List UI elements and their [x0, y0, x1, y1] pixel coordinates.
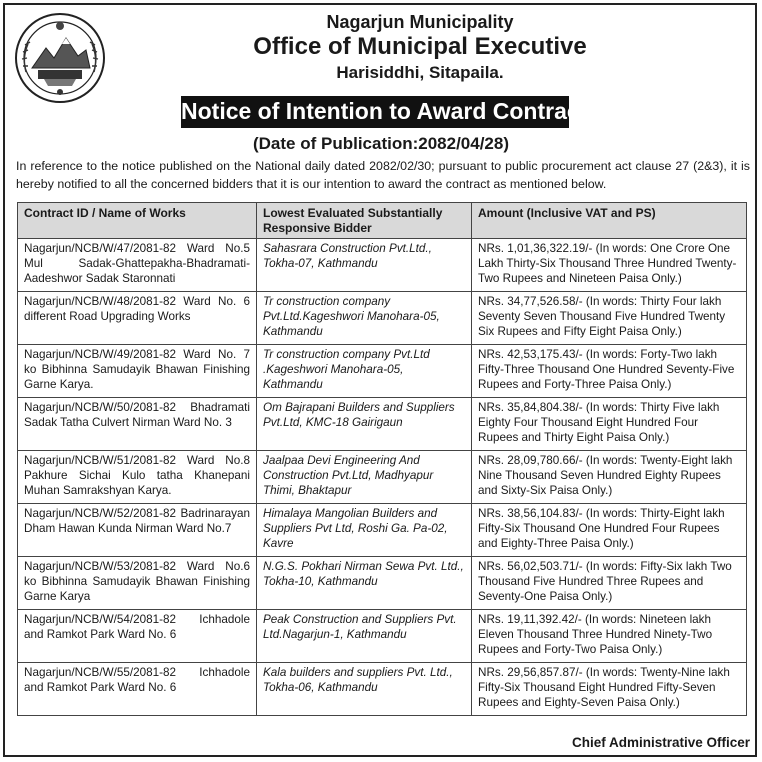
- amount-cell: NRs. 34,77,526.58/- (In words: Thirty Four lakh Seventy Seven Thousand Five Hundred Twenty Six Rupees and Fifty Eight Paisa Only.): [472, 292, 747, 345]
- table-row: [18, 451, 747, 504]
- signatory-title: Chief Administrative Officer: [571, 735, 750, 750]
- column-header-bidder: Lowest Evaluated Substantially Responsive Bidder: [257, 203, 472, 239]
- table-row: [18, 398, 747, 451]
- bidder-cell: Tr construction company Pvt.Ltd.Kageshwori Manohara-05, Kathmandu: [257, 292, 472, 345]
- amount-cell: NRs. 28,09,780.66/- (In words: Twenty-Eight lakh Nine Thousand Seven Hundred Eighty Rupees and Sixty-Six Paisa Only.): [472, 451, 747, 504]
- contract-cell: Nagarjun/NCB/W/51/2081-82 Ward No.8 Pakhure Sichai Kulo tatha Khanepani Muhan Samrakshyan Karya.: [18, 451, 257, 504]
- table-row: [18, 610, 747, 663]
- bidder-cell: Tr construction company Pvt.Ltd .Kageshwori Manohara-05, Kathmandu: [257, 345, 472, 398]
- award-table: [17, 202, 747, 716]
- bidder-cell: Sahasrara Construction Pvt.Ltd., Tokha-07, Kathmandu: [257, 239, 472, 292]
- contract-cell: Nagarjun/NCB/W/52/2081-82 Badrinarayan Dham Hawan Kunda Nirman Ward No.7: [18, 504, 257, 557]
- amount-cell: NRs. 42,53,175.43/- (In words: Forty-Two lakh Fifty-Three Thousand One Hundred Seventy-Five Rupees and Forty-Three Paisa Only.): [472, 345, 747, 398]
- contract-cell: Nagarjun/NCB/W/49/2081-82 Ward No. 7 ko Bibhinna Samudayik Bhawan Finishing Garne Karya.: [18, 345, 257, 398]
- office-address: Harisiddhi, Sitapaila.: [336, 63, 504, 82]
- amount-cell: NRs. 1,01,36,322.19/- (In words: One Crore One Lakh Thirty-Six Thousand Three Hundred Twenty-Two Rupees and Nineteen Paisa Only.): [472, 239, 747, 292]
- amount-cell: NRs. 56,02,503.71/- (In words: Fifty-Six lakh Two Thousand Five Hundred Three Rupees and Seventy-One Paisa Only.): [472, 557, 747, 610]
- column-header-amount: Amount (Inclusive VAT and PS): [472, 203, 747, 239]
- bidder-cell: Peak Construction and Suppliers Pvt. Ltd.Nagarjun-1, Kathmandu: [257, 610, 472, 663]
- office-name: Office of Municipal Executive: [253, 33, 587, 60]
- contract-cell: Nagarjun/NCB/W/54/2081-82 Ichhadole and Ramkot Park Ward No. 6: [18, 610, 257, 663]
- notice-title: Notice of Intention to Award Contract: [181, 96, 569, 128]
- bidder-cell: Kala builders and suppliers Pvt. Ltd., Tokha-06, Kathmandu: [257, 663, 472, 716]
- contract-cell: Nagarjun/NCB/W/53/2081-82 Ward No.6 ko Bibhinna Samudayik Bhawan Finishing Garne Karya: [18, 557, 257, 610]
- bidder-cell: Jaalpaa Devi Engineering And Construction Pvt.Ltd, Madhyapur Thimi, Bhaktapur: [257, 451, 472, 504]
- bidder-cell: Himalaya Mangolian Builders and Suppliers Pvt Ltd, Roshi Ga. Pa-02, Kavre: [257, 504, 472, 557]
- table-header-row: [18, 203, 747, 239]
- organization-name: Nagarjun Municipality: [326, 12, 514, 32]
- table-row: [18, 345, 747, 398]
- column-header-contract: Contract ID / Name of Works: [18, 203, 257, 239]
- amount-cell: NRs. 29,56,857.87/- (In words: Twenty-Nine lakh Fifty-Six Thousand Eight Hundred Fifty-Seven Rupees and Eighty-Seven Paisa Only.): [472, 663, 747, 716]
- contract-cell: Nagarjun/NCB/W/48/2081-82 Ward No. 6 different Road Upgrading Works: [18, 292, 257, 345]
- contract-cell: Nagarjun/NCB/W/55/2081-82 Ichhadole and Ramkot Park Ward No. 6: [18, 663, 257, 716]
- table-row: [18, 292, 747, 345]
- bidder-cell: N.G.S. Pokhari Nirman Sewa Pvt. Ltd., Tokha-10, Kathmandu: [257, 557, 472, 610]
- amount-cell: NRs. 19,11,392.42/- (In words: Nineteen lakh Eleven Thousand Three Hundred Ninety-Two Rupees and Forty-Two Paisa Only.): [472, 610, 747, 663]
- table-row: [18, 663, 747, 716]
- contract-cell: Nagarjun/NCB/W/47/2081-82 Ward No.5 Mul Sadak-Ghattepakha-Bhadramati-Aadeshwor Sadak Staronnati: [18, 239, 257, 292]
- bidder-cell: Om Bajrapani Builders and Suppliers Pvt.Ltd, KMC-18 Gairigaun: [257, 398, 472, 451]
- notice-intro: In reference to the notice published on the National daily dated 2082/02/30; pursuant to public procurement act clause 27 (2&3), it is hereby notified to all the concerned bidders that it is our intention to award the contract as mentioned below.: [16, 159, 750, 191]
- amount-cell: NRs. 35,84,804.38/- (In words: Thirty Five lakh Eighty Four Thousand Eight Hundred Four Rupees and Thirty Eight Paisa Only.): [472, 398, 747, 451]
- municipality-emblem-icon: [14, 12, 106, 104]
- table-row: [18, 504, 747, 557]
- contract-cell: Nagarjun/NCB/W/50/2081-82 Bhadramati Sadak Tatha Culvert Nirman Ward No. 3: [18, 398, 257, 451]
- publication-date: (Date of Publication:2082/04/28): [252, 134, 510, 153]
- table-row: [18, 239, 747, 292]
- table-row: [18, 557, 747, 610]
- amount-cell: NRs. 38,56,104.83/- (In words: Thirty-Eight lakh Fifty-Six Thousand One Hundred Four Rupees and Eighty-Three Paisa Only.): [472, 504, 747, 557]
